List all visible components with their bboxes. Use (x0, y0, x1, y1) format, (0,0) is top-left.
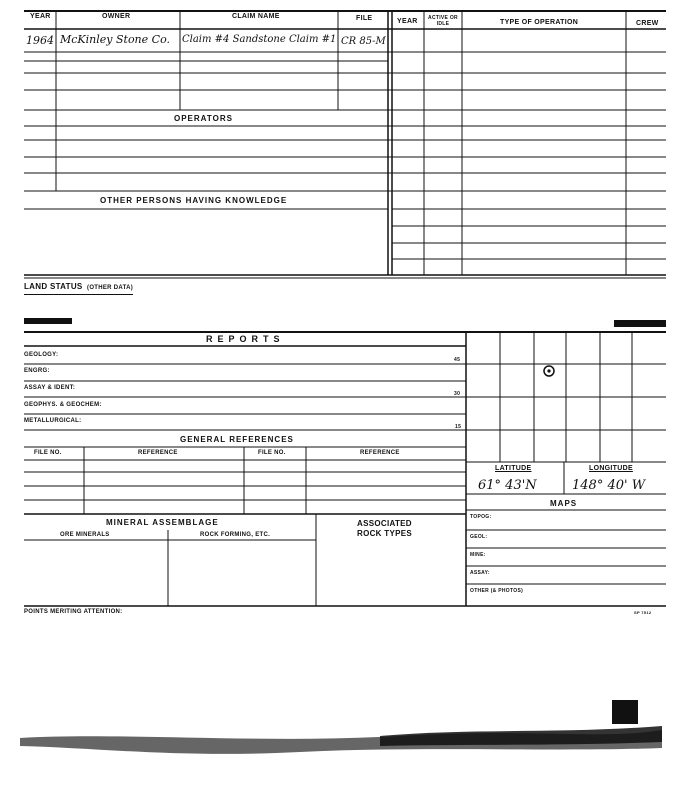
header-year: YEAR (30, 13, 51, 20)
other-persons-heading: OTHER PERSONS HAVING KNOWLEDGE (100, 196, 288, 205)
latitude-value: 61° 43'N (478, 478, 537, 493)
reports-title: REPORTS (206, 334, 285, 344)
report-num-metallurgical: 15 (455, 424, 462, 430)
ore-minerals-label: ORE MINERALS (60, 532, 110, 538)
land-status (24, 276, 133, 295)
land-status-label: LAND STATUS (24, 282, 83, 291)
header-type-of-operation: TYPE OF OPERATION (500, 19, 579, 26)
rock-types-label: ROCK TYPES (357, 529, 413, 538)
gen-ref-col-reference-1: REFERENCE (138, 450, 178, 456)
claim-file: CR 85-M (341, 36, 386, 47)
maps-row-geol: GEOL: (470, 534, 488, 540)
claim-year: 1964 (26, 34, 54, 47)
header-crew: CREW (636, 20, 659, 27)
points-meriting-attention: POINTS MERITING ATTENTION: (24, 609, 123, 615)
header-owner: OWNER (102, 13, 131, 20)
form-code: SP 7512 (634, 610, 652, 615)
gen-ref-col-file-1: FILE NO. (34, 450, 62, 456)
maps-row-assay: ASSAY: (470, 570, 490, 576)
gen-ref-col-file-2: FILE NO. (258, 450, 286, 456)
longitude-label: LONGITUDE (589, 465, 633, 472)
report-num-geology: 45 (454, 357, 461, 363)
header-year-2: YEAR (397, 18, 418, 25)
header-file: FILE (356, 15, 373, 22)
claim-owner: McKinley Stone Co. (60, 33, 170, 46)
report-label-geology: GEOLOGY: (24, 352, 59, 358)
general-references-title: GENERAL REFERENCES (180, 435, 294, 444)
operators-heading: OPERATORS (174, 114, 233, 123)
report-label-assay: ASSAY & IDENT: (24, 385, 76, 391)
maps-row-topog: TOPOG: (470, 514, 492, 520)
report-num-assay: 30 (454, 391, 461, 397)
mineral-assemblage-title: MINERAL ASSEMBLAGE (106, 518, 219, 527)
header-claim-name: CLAIM NAME (232, 13, 280, 20)
longitude-value: 148° 40' W (572, 478, 646, 493)
land-status-sub: (OTHER DATA) (87, 285, 134, 291)
gen-ref-col-reference-2: REFERENCE (360, 450, 400, 456)
associated-label: ASSOCIATED (357, 519, 412, 528)
maps-row-mine: MINE: (470, 552, 486, 558)
header-active-or-idle: ACTIVE OR IDLE (428, 15, 458, 27)
maps-title: MAPS (550, 499, 578, 508)
report-label-metallurgical: METALLURGICAL: (24, 418, 82, 424)
report-label-geophys: GEOPHYS. & GEOCHEM: (24, 402, 102, 408)
maps-row-other: OTHER (& PHOTOS) (470, 588, 524, 594)
report-label-engrg: ENGRG: (24, 368, 50, 374)
claim-name: Claim #4 Sandstone Claim #1 (182, 34, 337, 45)
latitude-label: LATITUDE (495, 465, 532, 472)
rock-forming-label: ROCK FORMING, ETC. (200, 532, 271, 538)
